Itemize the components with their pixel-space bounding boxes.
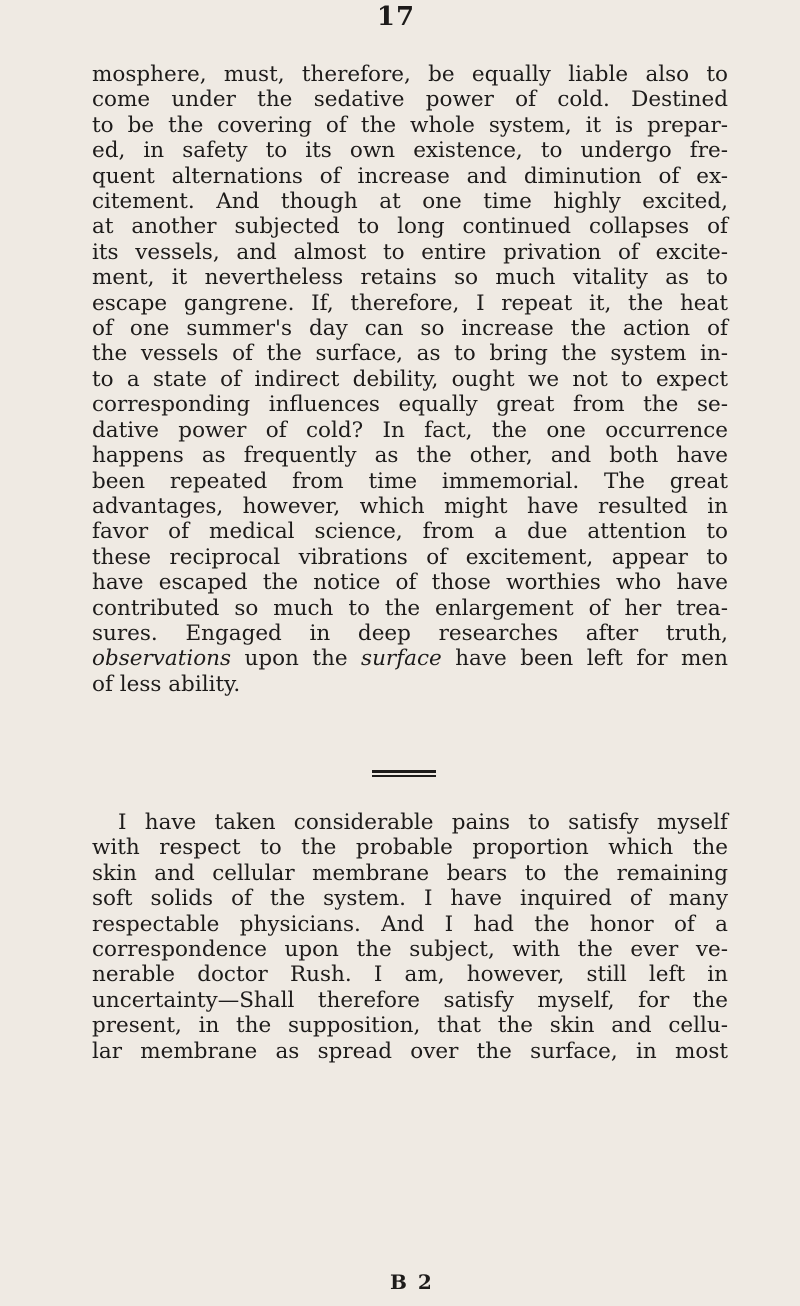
text-line: correspondence upon the subject, with the ever ve- [92, 937, 728, 963]
text-line: contributed so much to the enlargement of her trea- [92, 595, 728, 621]
text-line: citement. And though at one time highly excited, [92, 189, 728, 215]
text-line: escape gangrene. If, therefore, I repeat it, the heat [92, 290, 728, 316]
text-fragment: upon the [231, 646, 362, 672]
text-fragment: have been left for men [441, 646, 728, 672]
text-line: nerable doctor Rush. I am, however, still left in [92, 962, 728, 988]
page-number: 17 [376, 2, 416, 32]
text-line: uncertainty—Shall therefore satisfy myself, for the [92, 987, 728, 1013]
italic-term: surface [361, 646, 442, 672]
text-line: of one summer's day can so increase the action of [92, 316, 728, 342]
text-line: to be the covering of the whole system, it is prepar- [92, 112, 728, 138]
text-line: favor of medical science, from a due attention to [92, 519, 728, 545]
text-line: to a state of indirect debility, ought we not to expect [92, 366, 728, 392]
text-line: I have taken considerable pains to satisfy myself [118, 810, 728, 835]
text-line: at another subjected to long continued collapses of [92, 214, 728, 240]
text-line: present, in the supposition, that the skin and cellu- [92, 1013, 728, 1039]
text-line: respectable physicians. And I had the honor of a [92, 911, 728, 937]
text-line: ed, in safety to its own existence, to undergo fre- [92, 138, 728, 164]
text-line: of less ability. [92, 671, 241, 697]
section-divider [372, 770, 436, 778]
text-line: happens as frequently as the other, and both have [92, 443, 728, 469]
text-line: corresponding influences equally great from the se- [92, 392, 728, 418]
text-line: soft solids of the system. I have inquired of many [92, 886, 728, 912]
text-line: lar membrane as spread over the surface, in most [92, 1038, 728, 1064]
text-line: come under the sedative power of cold. Destined [92, 87, 728, 113]
text-line: been repeated from time immemorial. The great [92, 468, 728, 494]
signature-mark: B 2 [390, 1270, 434, 1294]
text-line: sures. Engaged in deep researches after truth, [92, 620, 728, 646]
text-line: quent alternations of increase and diminution of ex- [92, 163, 728, 189]
text-line: ment, it nevertheless retains so much vitality as to [92, 265, 728, 291]
text-line: with respect to the probable proportion which the [92, 835, 728, 861]
paragraph-2 [92, 810, 728, 1064]
text-line: advantages, however, which might have resulted in [92, 493, 728, 519]
text-line: the vessels of the surface, as to bring the system in- [92, 341, 728, 367]
text-line-italic-mixed [92, 646, 728, 671]
text-line: skin and cellular membrane bears to the remaining [92, 860, 728, 886]
italic-term: observations [92, 646, 232, 672]
text-line: its vessels, and almost to entire privation of excite- [92, 239, 728, 265]
text-line: mosphere, must, therefore, be equally liable also to [92, 62, 728, 87]
text-line: these reciprocal vibrations of excitement, appear to [92, 544, 728, 570]
text-line: dative power of cold? In fact, the one occurrence [92, 417, 728, 443]
paragraph-1 [92, 62, 728, 697]
text-line: have escaped the notice of those worthies who have [92, 570, 728, 596]
